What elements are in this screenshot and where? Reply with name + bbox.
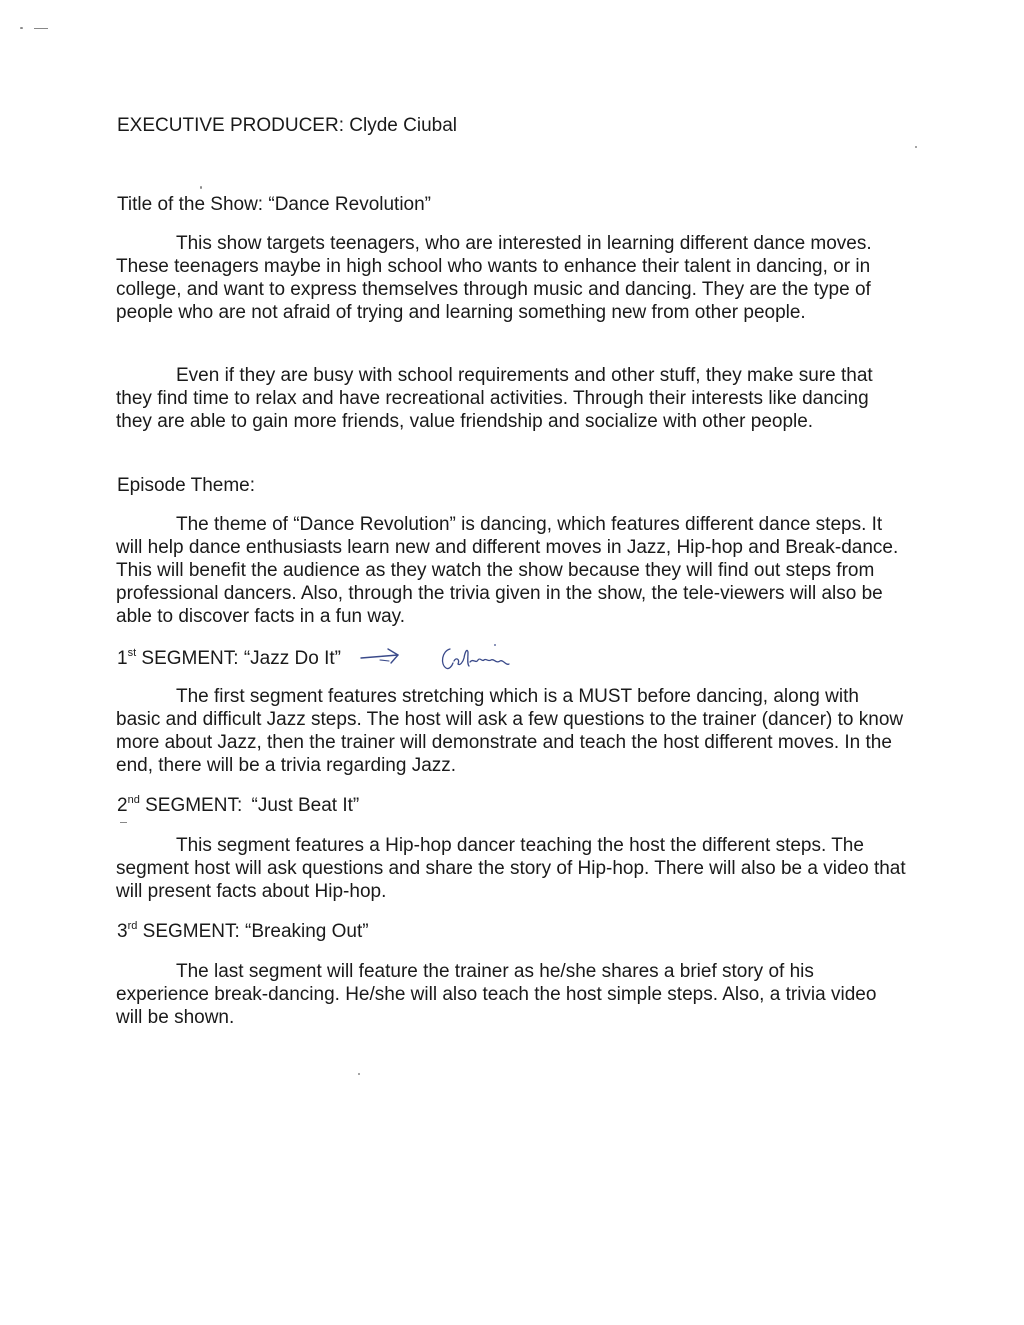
handwritten-arrow-icon xyxy=(358,644,404,666)
intro-paragraph-2: Even if they are busy with school requirements and other stuff, they make sure that they find time to relax and have recreational activities. Through their interests like dancing they are able to gain more friends, value friendship and socialize with other people. xyxy=(116,365,873,432)
scan-speck xyxy=(34,28,48,29)
show-title-label: Title of the Show: xyxy=(117,194,264,215)
scan-speck xyxy=(358,1073,360,1075)
segment-1-heading xyxy=(117,647,341,670)
segment-2-paragraph: This segment features a Hip-hop dancer teaching the host the different steps. The segment host will ask questions and share the story of Hip-hop. There will also be a video that will present facts about Hip-hop. xyxy=(116,835,906,902)
scan-speck xyxy=(915,146,917,148)
executive-producer-name: Clyde Ciubal xyxy=(349,115,457,136)
scan-speck xyxy=(20,27,23,29)
segment-2-title: “Just Beat It” xyxy=(251,795,360,816)
episode-theme-paragraph: The theme of “Dance Revolution” is dancing, which features different dance steps. It will help dance enthusiasts learn new and different moves in Jazz, Hip-hop and Break-dance. This will benefit the audience as they watch the show because they will find out steps from professional dancers. Also, through the trivia given in the show, the tele-viewers will also be able to discover facts in a fun way. xyxy=(116,514,899,627)
segment-1-label: SEGMENT: xyxy=(141,648,239,669)
segment-3-paragraph: The last segment will feature the trainer as he/she shares a brief story of his experience break-dancing. He/she will also teach the host simple steps. Also, a trivia video will be shown. xyxy=(116,961,877,1028)
segment-3-ordinal-suffix: rd xyxy=(127,920,138,932)
segment-1-number: 1 xyxy=(117,648,128,669)
segment-2-heading xyxy=(117,794,359,817)
executive-producer-label: EXECUTIVE PRODUCER: xyxy=(117,115,344,136)
segment-2-number: 2 xyxy=(117,795,128,816)
segment-1-paragraph: The first segment features stretching which is a MUST before dancing, along with basic and difficult Jazz steps. The host will ask a few questions to the trainer (dancer) to know more about Jazz, then the trainer will demonstrate and teach the host different moves. In the end, there will be a trivia regarding Jazz. xyxy=(116,686,904,776)
segment-3-label: SEGMENT: xyxy=(142,921,240,942)
executive-producer-line xyxy=(117,114,457,137)
episode-theme-heading: Episode Theme: xyxy=(117,475,256,496)
segment-3-title: “Breaking Out” xyxy=(245,921,369,942)
segment-2-label: SEGMENT: xyxy=(145,795,243,816)
scan-speck xyxy=(200,186,202,189)
segment-3-number: 3 xyxy=(117,921,128,942)
segment-1-ordinal-suffix: st xyxy=(127,647,137,659)
segment-1-title: “Jazz Do It” xyxy=(243,648,341,669)
segment-3-heading xyxy=(117,920,369,943)
intro-paragraph-1: This show targets teenagers, who are interested in learning different dance moves. These teenagers maybe in high school who wants to enhance their talent in dancing, or in college, and want to express themselves through music and dancing. They are the type of people who are not afraid of trying and learning something new from other people. xyxy=(116,233,872,323)
segment-2-ordinal-suffix: nd xyxy=(127,794,140,806)
show-title-line xyxy=(117,193,431,216)
show-title-value: “Dance Revolution” xyxy=(268,194,432,215)
scan-speck xyxy=(120,822,127,823)
handwritten-scribble-icon xyxy=(436,642,516,676)
